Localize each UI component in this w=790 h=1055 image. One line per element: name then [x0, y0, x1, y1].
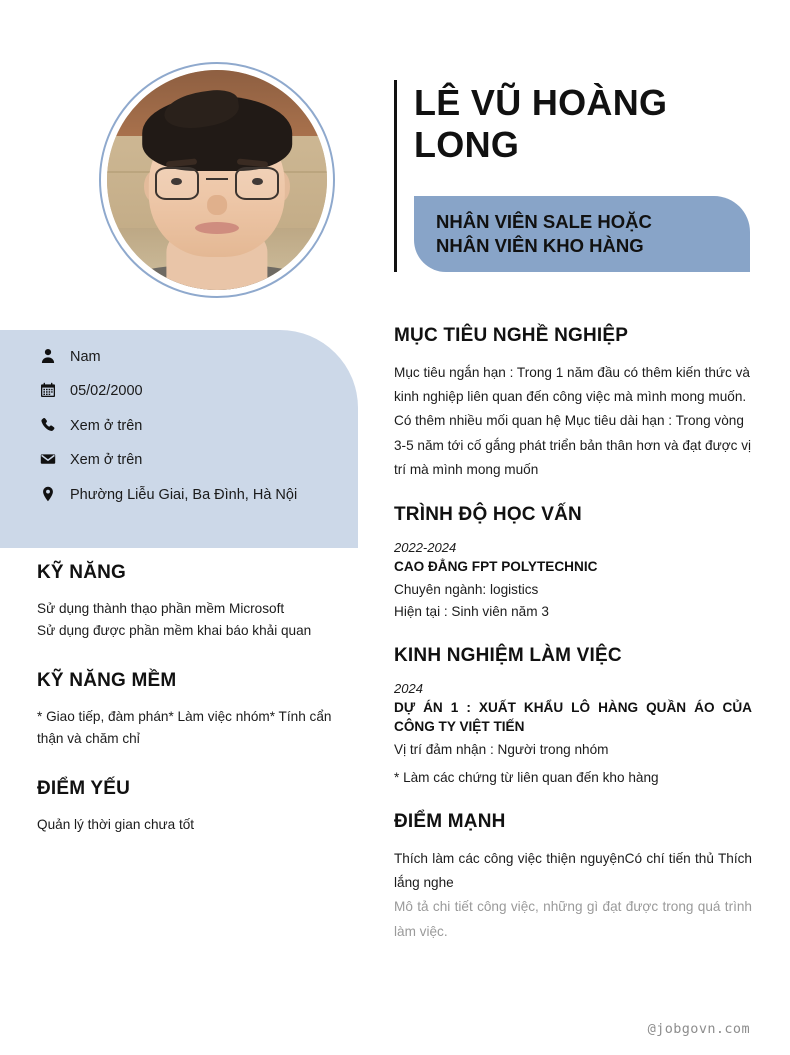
- section-title-soft-skills: KỸ NĂNG MỀM: [37, 670, 177, 692]
- section-weakness: [37, 778, 355, 836]
- contact-item-phone: [40, 415, 330, 437]
- watermark: @jobgovn.com: [647, 1021, 750, 1037]
- experience-task: * Làm các chứng từ liên quan đến kho hàng: [394, 770, 659, 786]
- section-title-education: TRÌNH ĐỘ HỌC VẤN: [394, 503, 582, 525]
- strengths-body: Thích làm các công việc thiện nguyệnCó chí tiến thủ Thích lắng nghe: [394, 851, 752, 891]
- section-education: [394, 504, 752, 623]
- right-sections: [394, 325, 752, 966]
- experience-date: 2024: [394, 680, 423, 696]
- section-title-skills: KỸ NĂNG: [37, 562, 127, 583]
- job-title-text: [414, 210, 652, 259]
- skill-line: Sử dụng được phần mềm khai báo khải quan: [37, 623, 312, 639]
- section-body-skills: [37, 598, 355, 642]
- contact-value-birthdate: 05/02/2000: [70, 383, 143, 400]
- section-skills: [37, 562, 355, 642]
- contact-value-phone: Xem ở trên: [70, 417, 143, 434]
- page-title: [414, 82, 764, 167]
- education-school: CAO ĐẲNG FPT POLYTECHNIC: [394, 558, 598, 574]
- contact-item-gender: [40, 346, 330, 368]
- section-soft-skills: [37, 670, 355, 750]
- section-title-experience: KINH NGHIỆM LÀM VIỆC: [394, 644, 622, 666]
- contact-value-gender: Nam: [70, 349, 101, 365]
- section-strengths: [394, 811, 752, 944]
- person-icon: [40, 346, 70, 364]
- name-accent-rule: [394, 80, 397, 272]
- section-title-objective: MỤC TIÊU NGHỀ NGHIỆP: [394, 325, 629, 346]
- contact-item-birthdate: [40, 380, 330, 402]
- contact-value-email: Xem ở trên: [70, 452, 143, 469]
- contact-item-address: [40, 484, 330, 506]
- objective-body: Mục tiêu ngắn hạn : Trong 1 năm đầu có thêm kiến thức và kinh nghiệp liên quan đến công việc mà mình mong muốn. Có thêm nhiều mối quan hệ Mục tiêu dài hạn : Trong vòng 3-5 năm tới cố gắng phát triển bản thân hơn và đạt được vị trí mà mình mong muốn: [394, 365, 752, 477]
- skill-line: Sử dụng thành thạo phần mềm Microsoft: [37, 601, 285, 616]
- avatar: [99, 62, 335, 298]
- section-title-strengths: ĐIỂM MẠNH: [394, 811, 506, 833]
- education-date: 2022-2024: [394, 539, 457, 555]
- section-body-soft-skills: [37, 706, 355, 750]
- contact-list: [40, 346, 330, 518]
- phone-icon: [40, 415, 70, 433]
- job-title-line-2: NHÂN VIÊN KHO HÀNG: [436, 235, 644, 256]
- photo-glasses-left-lens: [155, 167, 199, 200]
- weakness-line: Quản lý thời gian chưa tốt: [37, 817, 195, 833]
- job-title-badge: [414, 196, 750, 272]
- soft-skill-line: * Giao tiếp, đàm phán* Làm việc nhóm* Tính cẩn thận và chăm chỉ: [37, 709, 332, 747]
- calendar-icon: [40, 380, 70, 398]
- contact-item-email: [40, 449, 330, 471]
- strengths-placeholder: Mô tả chi tiết công việc, những gì đạt được trong quá trình làm việc.: [394, 899, 752, 939]
- photo-nose: [207, 195, 227, 215]
- profile-photo: [107, 70, 327, 290]
- name-line-2: LONG: [414, 124, 520, 166]
- contact-panel: [0, 330, 358, 548]
- education-status: Hiện tại : Sinh viên năm 3: [394, 603, 549, 619]
- job-title-line-1: NHÂN VIÊN SALE HOẶC: [436, 210, 652, 232]
- name-line-1: LÊ VŨ HOÀNG: [414, 82, 668, 123]
- experience-role: Vị trí đảm nhận : Người trong nhóm: [394, 742, 609, 758]
- contact-value-address: Phường Liễu Giai, Ba Đình, Hà Nội: [70, 486, 298, 503]
- envelope-icon: [40, 449, 70, 467]
- section-objective: [394, 325, 752, 482]
- section-body-weakness: [37, 814, 355, 836]
- education-major: Chuyên ngành: logistics: [394, 581, 539, 597]
- experience-project: DỰ ÁN 1 : XUẤT KHẨU LÔ HÀNG QUẦN ÁO CỦA CÔNG TY VIỆT TIẾN: [394, 699, 752, 735]
- left-sections: [37, 562, 355, 864]
- photo-lips: [195, 222, 239, 234]
- location-pin-icon: [40, 484, 70, 502]
- photo-glasses-right-lens: [235, 167, 279, 200]
- section-experience: [394, 645, 752, 789]
- section-title-weakness: ĐIỂM YẾU: [37, 778, 131, 800]
- photo-glasses-bridge: [206, 178, 228, 180]
